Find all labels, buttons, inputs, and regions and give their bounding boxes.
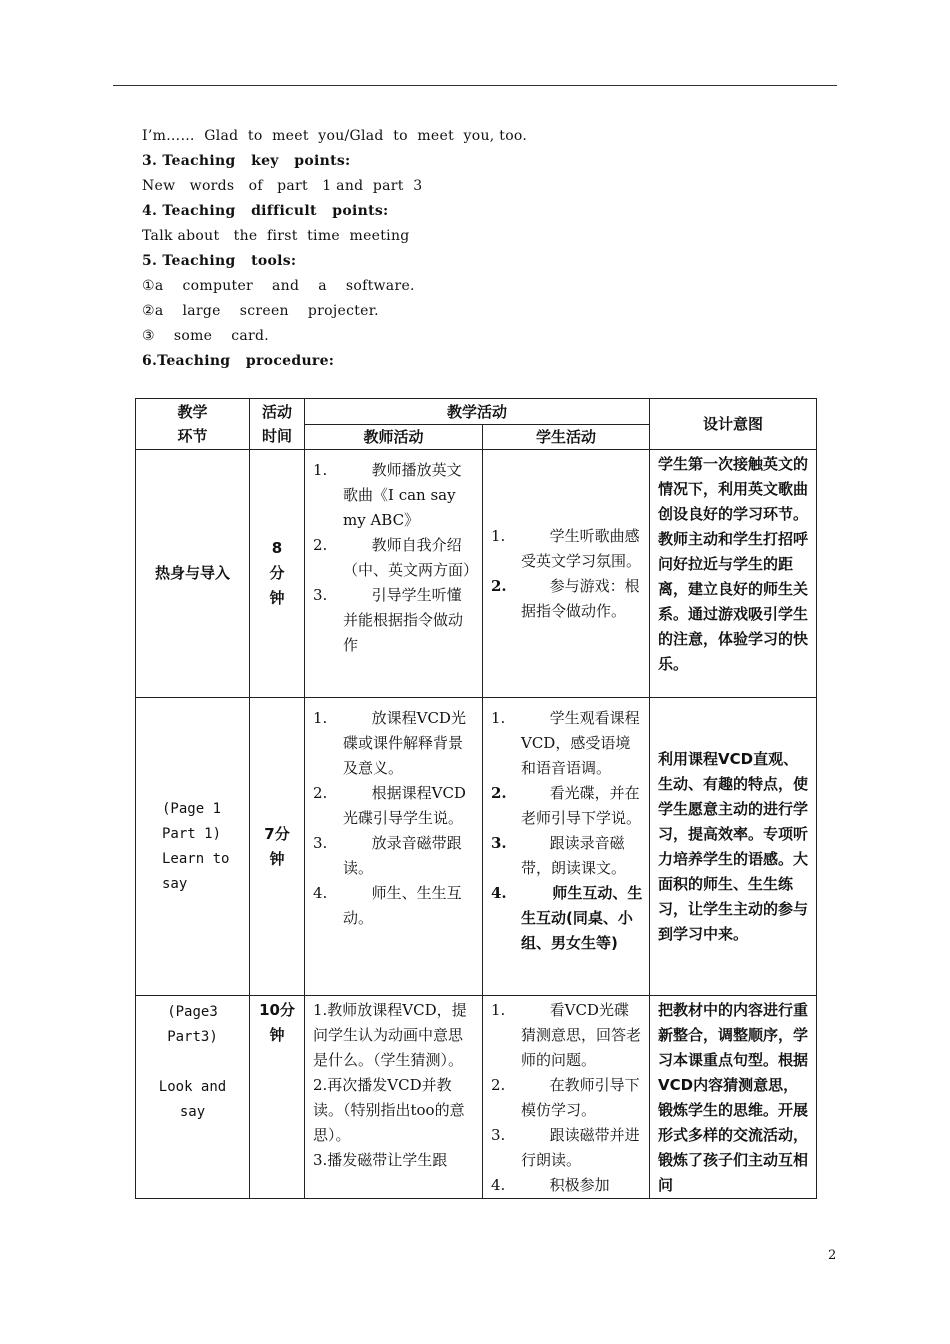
list-item: 2. 在教师引导下模仿学习。 — [491, 1076, 640, 1119]
intent-cell: 学生第一次接触英文的情况下，利用英文歌曲创设良好的学习环节。教师主动和学生打招呼问好拉近与学生的距离，建立良好的师生关系。通过游戏吸引学生的注意，体验学习的快乐。 — [650, 450, 817, 698]
list-item: 2. 教师自我介绍（中、英文两方面） — [313, 536, 479, 579]
key-points-heading: 3. Teaching key points: — [142, 153, 351, 169]
teacher-activity-cell — [305, 698, 483, 996]
tool-item-3: ③ some card. — [142, 328, 270, 344]
table-row — [136, 698, 817, 996]
list-item: 4. 师生互动、生生互动(同桌、小组、男女生等) — [491, 884, 643, 952]
intro-greeting-line: I’m…… Glad to meet you/Glad to meet you, too. — [142, 128, 528, 144]
tools-heading: 5. Teaching tools: — [142, 253, 297, 269]
intent-cell: 把教材中的内容进行重新整合，调整顺序，学习本课重点句型。根据VCD内容猜测意思，锻炼学生的思维。开展形式多样的交流活动，锻炼了孩子们主动互相问 — [650, 996, 817, 1199]
list-item: 1. 学生观看课程VCD，感受语境和语音语调。 — [491, 709, 640, 777]
teacher-activity-cell — [305, 450, 483, 698]
table-row — [136, 996, 817, 1199]
list-item: 3. 放录音磁带跟读。 — [313, 834, 462, 877]
tool-item-1: ①a computer and a software. — [142, 278, 415, 294]
list-item: 3. 引导学生听懂并能根据指令做动作 — [313, 586, 464, 654]
intent-cell: 利用课程VCD直观、生动、有趣的特点，使学生愿意主动的进行学习，提高效率。专项听力培养学生的语感。大面积的师生、生生练习，让学生主动的参与到学习中来。 — [650, 698, 817, 996]
difficult-points-text: Talk about the first time meeting — [142, 228, 410, 244]
stage-cell: (Page 1 Part 1) Learn to say — [136, 698, 250, 996]
table-row — [136, 450, 817, 698]
header-stage: 教学 环节 — [136, 399, 250, 450]
procedure-heading: 6.Teaching procedure: — [142, 353, 335, 369]
header-activities: 教学活动 — [305, 399, 650, 425]
header-teacher: 教师活动 — [305, 425, 483, 450]
student-activity-cell — [483, 698, 650, 996]
list-item: 2. 根据课程VCD光碟引导学生说。 — [313, 784, 466, 827]
list-item: 1. 看VCD光碟猜测意思，回答老师的问题。 — [491, 1001, 642, 1069]
header-time: 活动 时间 — [250, 399, 305, 450]
teacher-activity-cell: 1.教师放课程VCD，提问学生认为动画中意思是什么。（学生猜测）。 2.再次播发VCD并教读。（特别指出too的意思）。 3.播发磁带让学生跟 — [305, 996, 483, 1199]
key-points-text: New words of part 1 and part 3 — [142, 178, 423, 194]
list-item: 4. 师生、生生互动。 — [313, 884, 462, 927]
stage-cell: 热身与导入 — [136, 450, 250, 698]
page-number: 2 — [828, 1248, 837, 1263]
list-item: 2. 看光碟，并在老师引导下学说。 — [491, 784, 642, 827]
time-cell: 8 分 钟 — [250, 450, 305, 698]
list-item: 3. 跟读磁带并进行朗读。 — [491, 1126, 640, 1169]
list-item: 1. 放课程VCD光碟或课件解释背景及意义。 — [313, 709, 466, 777]
difficult-points-heading: 4. Teaching difficult points: — [142, 203, 389, 219]
time-cell: 10分 钟 — [250, 996, 305, 1199]
procedure-table — [135, 398, 817, 1199]
student-activity-cell — [483, 450, 650, 698]
list-item: 4. 积极参加 — [491, 1176, 610, 1194]
list-item: 1. 教师播放英文歌曲《I can say my ABC》 — [313, 461, 462, 529]
time-cell: 7分 钟 — [250, 698, 305, 996]
tool-item-2: ②a large screen projecter. — [142, 303, 379, 319]
header-rule — [113, 85, 837, 86]
stage-cell: (Page3 Part3) Look and say — [136, 996, 250, 1199]
list-item: 1. 学生听歌曲感受英文学习氛围。 — [491, 526, 642, 570]
student-activity-cell — [483, 996, 650, 1199]
header-intent: 设计意图 — [650, 399, 817, 450]
list-item: 3. 跟读录音磁带，朗读课文。 — [491, 834, 627, 877]
header-student: 学生活动 — [483, 425, 650, 450]
list-item: 2. 参与游戏：根据指令做动作。 — [491, 576, 640, 620]
